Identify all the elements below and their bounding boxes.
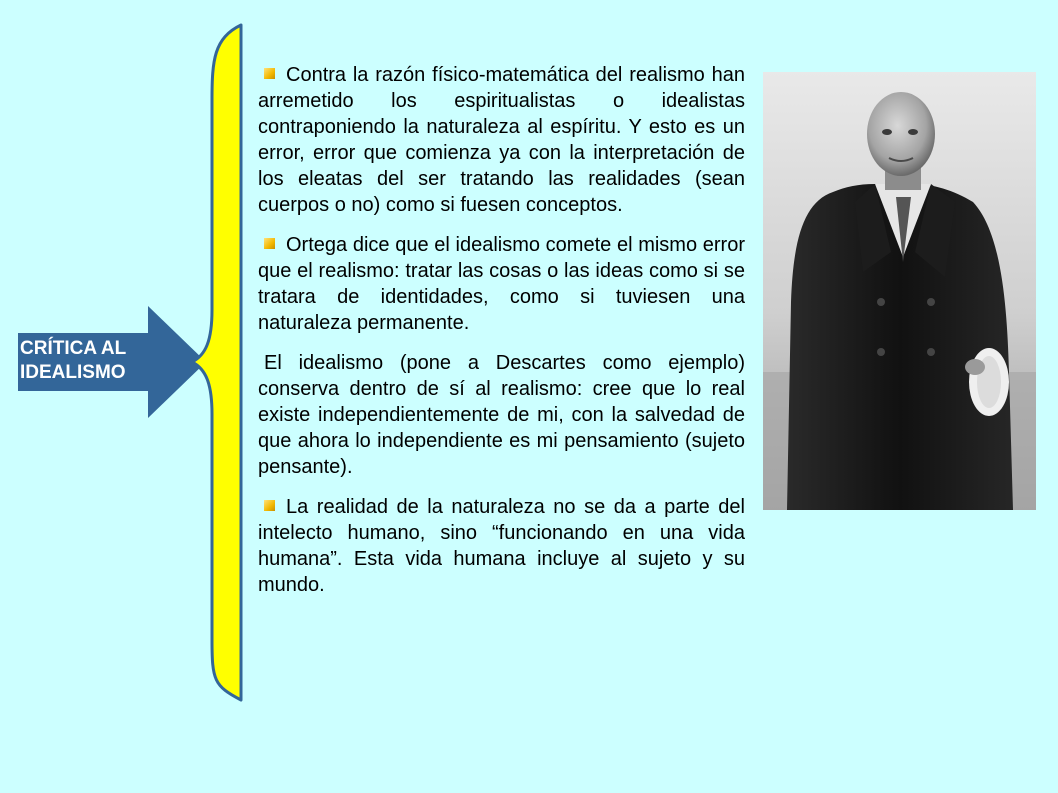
paragraph-text: El idealismo (pone a Descartes como ejemplo) conserva dentro de sí al realismo: cree que lo real existe independientemente de mi, con la salvedad de que ahora lo independiente es mi pensamiento (sujeto pensante).: [258, 352, 745, 478]
text-column: [258, 62, 745, 612]
paragraph-4: [258, 494, 745, 598]
section-label: CRÍTICA AL IDEALISMO: [20, 338, 127, 383]
paragraph-text: Contra la razón físico-matemática del realismo han arremetido los espiritualistas o idealistas contraponiendo la naturaleza al espíritu. Y esto es un error, error que comienza ya con la interpretación de los eleatas del ser tratando las realidades (sean cuerpos o no) como si fuesen conceptos.: [258, 64, 745, 216]
paragraph-text: Ortega dice que el idealismo comete el mismo error que el realismo: tratar las cosas o las ideas como si se tratara de identidades, como si tuviesen una naturaleza permanente.: [258, 234, 745, 334]
square-bullet-icon: [264, 238, 275, 249]
portrait-photo-icon: [763, 72, 1036, 510]
curly-brace-icon: [192, 25, 241, 700]
paragraph-1: [258, 62, 745, 218]
square-bullet-icon: [264, 68, 275, 79]
square-bullet-icon: [264, 500, 275, 511]
paragraph-3: [258, 350, 745, 480]
paragraph-2: [258, 232, 745, 336]
paragraph-text: La realidad de la naturaleza no se da a parte del intelecto humano, sino “funcionando en una vida humana”. Esta vida humana incluye al sujeto y su mundo.: [258, 496, 745, 596]
